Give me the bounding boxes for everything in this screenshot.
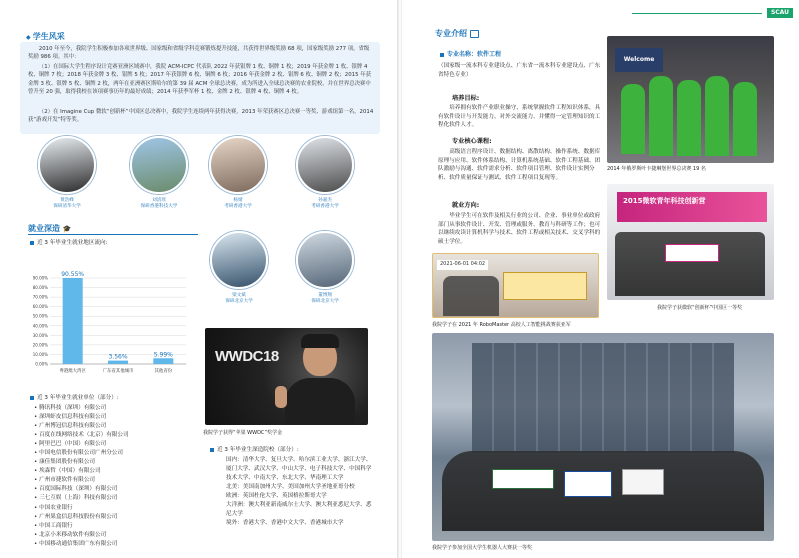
student-para1: 2010 年至今，我院学生积极参加各项世界级、国家级和省级学科竞赛锻炼提升技能，共获得世界级奖励 68 项，国家级奖励 277 项，省级奖励 986 项。其中：: [28, 46, 370, 61]
category-label: 广东省其他城市: [102, 369, 134, 374]
employer-item: • 广州果盒信息科技股份有限公司: [34, 513, 118, 520]
employer-item: • 百度国际科技（深圳）有限公司: [34, 486, 118, 493]
world-finals-caption: 2014 年俄罗斯叶卡捷琳堡世界总决赛 19 名: [607, 166, 706, 172]
y-tick-label: 50.00%: [32, 313, 48, 319]
career-text: 毕业学生可在软件及相关行业的公司、企业、事业单位或政府部门从事软件设计、开发、管理或服务、教育与科研等工作；也可以继续攻读计算机科学与技术、软件工程或相关技术、交叉学科的硕士学位。: [438, 213, 601, 245]
employer-item: • 北京小米移动软件有限公司: [34, 531, 107, 538]
alumni-photo-4: [296, 136, 354, 194]
category-label: 其他省份: [154, 369, 173, 374]
banner-shape: [564, 471, 612, 497]
alumni-caption-6: 董博翔 保研北京大学: [311, 293, 339, 304]
hand-shape: [275, 386, 287, 408]
employment-rule: [28, 234, 198, 235]
employment-section-title: 就业深造 🎓: [28, 224, 72, 233]
alumni-caption-1: 黄浩峰 保研清华大学: [53, 198, 81, 209]
student-section-title: ◆ 学生风采: [26, 32, 65, 41]
alumni-photo-2: [130, 136, 188, 194]
award-board: [665, 244, 719, 262]
wwdc-caption: 我院学子获得“苹果 WWDC”奖学金: [203, 430, 283, 436]
robomaster-caption: 我院学子在 2021 年 RoboMaster 高校人工智能挑战赛获亚军: [432, 322, 571, 328]
person-shape: [677, 80, 701, 156]
employer-item: • 广州市捷软件有限公司: [34, 477, 96, 484]
employer-item: • 三七互娱（上海）科技有限公司: [34, 495, 118, 502]
brand-badge: SCAU: [767, 8, 793, 18]
employer-item: • 埃森哲（中国）有限公司: [34, 468, 101, 475]
further-heading: 近 3 年毕业生深造院校（部分）:: [210, 446, 299, 455]
robot-contest-caption: 我院学子参加全国大学生机器人大赛获一等奖: [432, 545, 533, 551]
person-body: [285, 378, 355, 425]
major-name: 专业名称：软件工程: [440, 50, 501, 60]
alumni-caption-5: 梁文斌 保研北京大学: [225, 293, 253, 304]
further-item: 境外：香港大学、香港中文大学、香港城市大学: [226, 520, 344, 527]
imagine-cup-caption: 我院学子获微软“创新杯”中国区一等奖: [657, 305, 743, 311]
y-tick-label: 40.00%: [32, 323, 48, 329]
employer-item: • 广州博冠信息科技有限公司: [34, 423, 107, 430]
goal-title: 培养目标:: [452, 95, 480, 102]
student-text-box: [20, 42, 380, 134]
y-tick-label: 30.00%: [32, 332, 48, 338]
employer-item: • 深圳虾皮信息科技有限公司: [34, 414, 107, 421]
y-tick-label: 60.00%: [32, 304, 48, 310]
course-text: 高级语言程序设计、数据结构、离散结构、操作系统、数据库原理与应用、软件体系结构、计算机系统基础、软件工程基础、团队激励与沟通、软件需求分析、软件项目管理、软件设计实例分析、软件质量保证与测试、软件工程项目复现等。: [438, 149, 601, 181]
further-item: 国内：清华大学、复旦大学、哈尔滨工业大学、浙江大学、厦门大学、武汉大学、中山大学、电子科技大学、中国科学技术大学、中南大学、东北大学、华南理工大学: [226, 457, 372, 482]
person-shape: [649, 76, 673, 156]
date-stamp: 2021-06-01 04:02: [437, 260, 488, 270]
further-item: 欧洲：英国杜伦大学、英国格拉斯哥大学: [226, 493, 327, 500]
student-para3: （2）在 Imagine Cup 微软“创新杯”中国区总决赛中，我院学生连续两年获得决赛，2013 年荣获赛区总决赛一等奖、游戏组第一名，2014 获“游戏开发”特等奖。: [28, 109, 374, 124]
employer-item: • 中国移动通信集团广东有限公司: [34, 540, 118, 547]
y-tick-label: 0.00%: [35, 361, 48, 367]
alumni-photo-5: [210, 231, 268, 289]
bar-value-label: 3.56%: [108, 353, 128, 361]
intro-title: 专业介绍: [435, 28, 479, 40]
world-finals-photo: [607, 36, 774, 163]
career-title: 就业方向:: [452, 202, 480, 209]
person-shape: [705, 76, 729, 156]
major-tag: （国家级一流本科专业建设点、广东省一流本科专业建设点、广东省特色专业）: [438, 63, 601, 78]
further-item: 大洋洲：澳大利亚新南威尔士大学、澳大利亚悉尼大学、悉尼大学: [226, 502, 372, 518]
employer-item: • 百度在线网络技术（北京）有限公司: [34, 432, 129, 439]
employer-item: • 阿里巴巴（中国）有限公司: [34, 441, 107, 448]
bar: [108, 361, 128, 364]
team-group-shape: [443, 276, 499, 316]
further-list: [226, 456, 376, 528]
student-para2: （1）在国际大学生程序设计竞赛亚洲区域赛中，我院 ACM-ICPC 代表队 2022 年获银牌 1 枚、铜牌 1 枚；2019 年获金牌 1 枚、银牌 4 枚、铜牌 7 枚；2018 年获金牌 3 枚、银牌 5 枚；2017 年获银牌 6 枚、铜牌 6 枚；2016 年获金牌 2 枚、银牌 6 枚、铜牌 2 枚；2015 年获金牌 3 枚、银牌 5 枚、铜牌 2 枚，两年在亚洲赛区斯哈尔的第 39 届 ACM 全球总决赛，成为所进入全球总决赛的农业院校，并在世界总决赛中曾升至 20 强，取得我校在该项赛事历年的最好成绩；2014 年获季军杯 1 枚、金牌 2 枚、银牌 4 枚、铜牌 4 枚。: [28, 64, 371, 96]
banner-shape: [622, 469, 664, 495]
person-shape: [733, 82, 757, 156]
trophy-board: [503, 272, 587, 300]
wwdc-photo: [205, 328, 368, 425]
robot-contest-photo: [432, 333, 774, 541]
bar-value-label: 90.55%: [61, 271, 85, 278]
employer-item: • 中国农业银行: [34, 504, 73, 511]
employers-heading: 近 3 年毕业生就业单位（部分）:: [30, 394, 119, 403]
welcome-banner: Welcome: [615, 48, 663, 72]
imagine-cup-photo: [607, 184, 774, 300]
wwdc-text: WWDC18: [215, 348, 279, 365]
bar: [63, 278, 83, 364]
further-item: 北美：美国南加州大学、美国加州大学圣地亚哥分校: [226, 484, 355, 491]
employment-chart: [22, 268, 194, 390]
employer-item: • 中国电信股份有限公司广州分公司: [34, 450, 123, 457]
employer-item: • 腾讯科技（深圳）有限公司: [34, 405, 107, 411]
team-group-shape: [615, 232, 765, 296]
building-facade: [472, 343, 734, 453]
employer-item: • 康佳集团股份有限公司: [34, 459, 96, 466]
cap-shape: [301, 334, 339, 348]
alumni-caption-2: 刘清瑶 保研香港科技大学: [140, 198, 178, 209]
imagine-cup-banner: 2015微软青年科技创新营: [617, 192, 767, 222]
y-tick-label: 20.00%: [32, 342, 48, 348]
category-label: 粤港澳大湾区: [59, 369, 86, 374]
alumni-photo-1: [38, 136, 96, 194]
y-tick-label: 70.00%: [32, 294, 48, 300]
alumni-caption-4: 孙嘉杰 考研香港大学: [311, 198, 339, 209]
bar: [153, 358, 173, 364]
chart-heading: 近 3 年毕业生就业地区流向:: [30, 239, 108, 248]
y-tick-label: 90.00%: [32, 275, 48, 281]
bar-value-label: 5.99%: [153, 351, 173, 359]
chart-labels: [33, 271, 173, 374]
person-shape: [621, 84, 645, 154]
course-title: 专业核心课程:: [452, 138, 492, 145]
employer-item: • 中国工商银行: [34, 522, 73, 529]
left-page: [0, 0, 399, 558]
robomaster-photo: [432, 253, 599, 318]
y-tick-label: 80.00%: [32, 285, 48, 291]
employers-list: [34, 404, 204, 549]
y-tick-label: 10.00%: [32, 351, 48, 357]
alumni-photo-6: [296, 231, 354, 289]
banner-shape: [492, 469, 554, 489]
alumni-caption-3: 杨婧 考研香港大学: [224, 198, 252, 209]
brand-rule: [632, 13, 762, 14]
alumni-photo-3: [209, 136, 267, 194]
book-icon: [470, 30, 479, 38]
goal-text: 培养拥有软件产业职业操守、系统掌握软件工程知识体系，具有软件设计与开发能力、对外交流能力、并懂得一定管理知识的工程化软件人才。: [438, 105, 601, 129]
right-page: [402, 0, 799, 558]
